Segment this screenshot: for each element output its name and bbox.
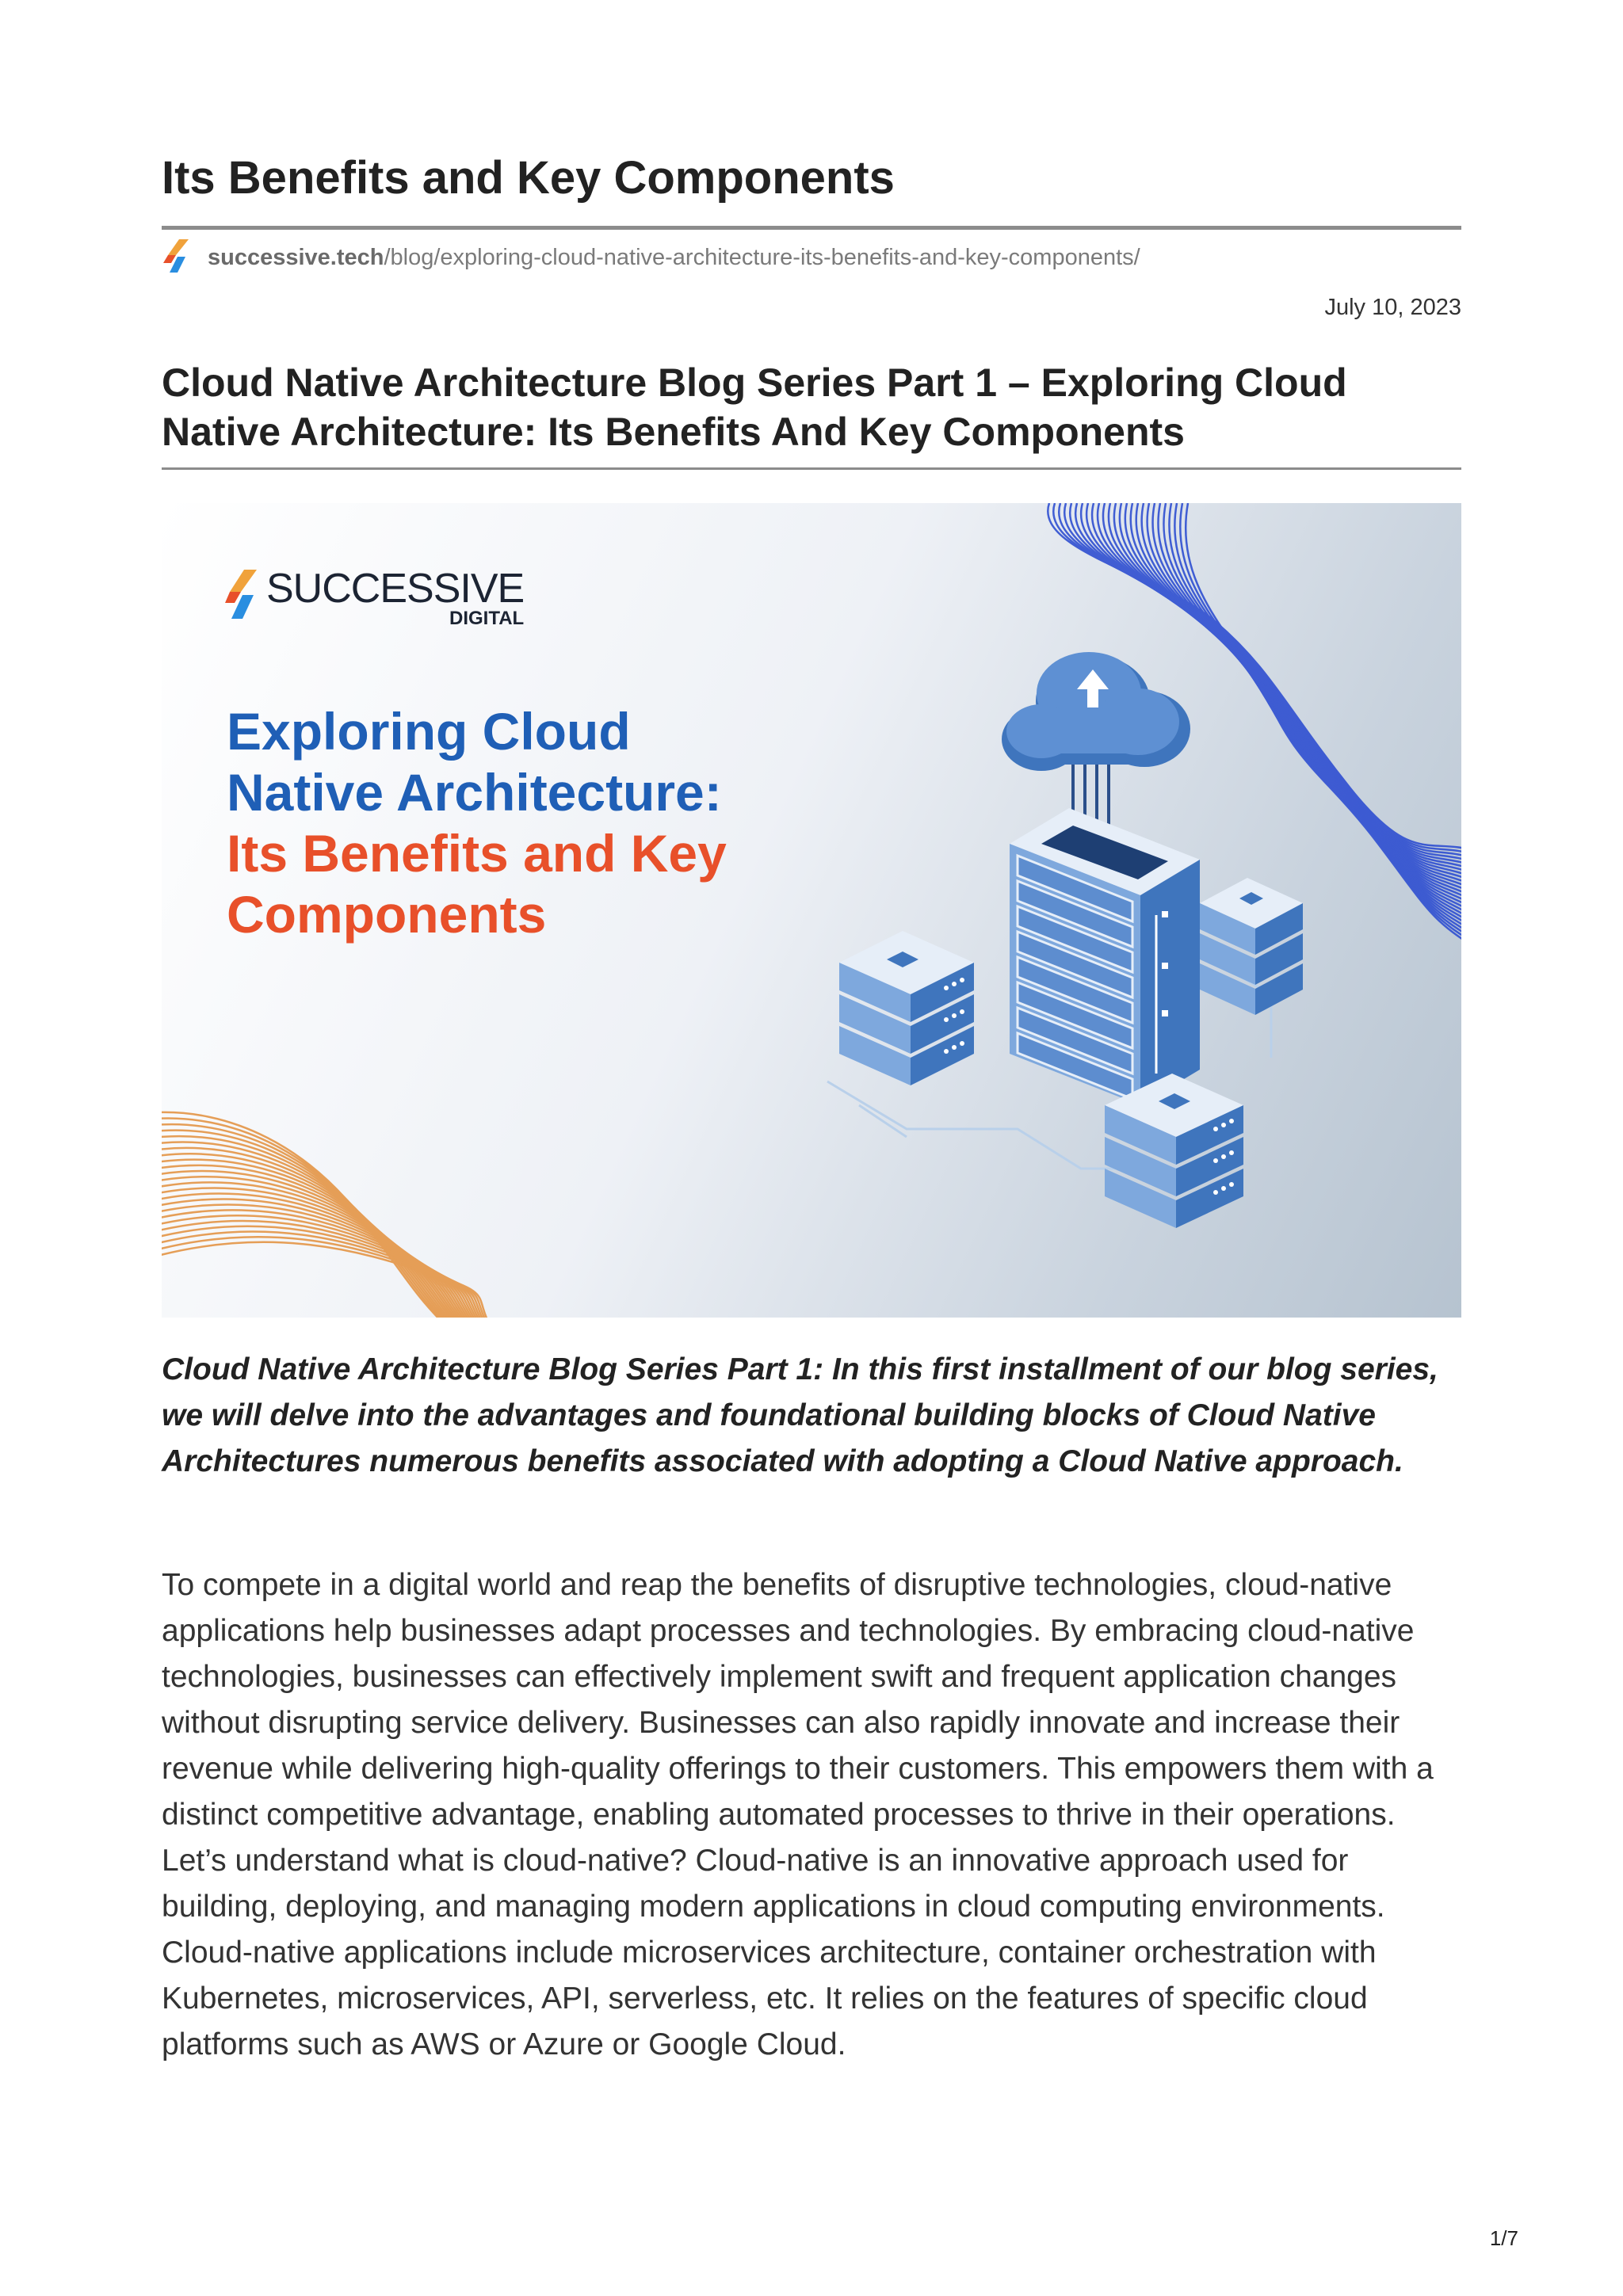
page-title: Its Benefits and Key Components	[162, 152, 895, 204]
page-number: 1/7	[1489, 2226, 1518, 2250]
article-title-divider	[162, 467, 1461, 470]
server-stack-icon	[839, 931, 974, 1085]
hero-brand-logo	[225, 568, 524, 630]
hero-heading-line: Native Architecture:	[227, 763, 722, 822]
brand-subtitle: DIGITAL	[449, 608, 525, 629]
cloud-icon	[1002, 652, 1190, 771]
hero-heading	[227, 701, 829, 945]
hero-heading-line: Its Benefits and Key	[227, 824, 727, 883]
wave-line	[162, 1131, 453, 1318]
article-body: To compete in a digital world and reap the benefits of disruptive technologies, cloud-native applications help businesses adapt processes and technologies. By embracing cloud-native technologies, businesses can effectively implement swift and frequent application changes without disrupting service delivery. Businesses can also rapidly innovate and increase their revenue while delivering high-quality offerings to their customers. This empowers them with a distinct competitive advantage, enabling automated processes to thrive in their operations. Let’s understand what is cloud-native? Cloud-native is an innovative approach used for building, deploying, and managing modern applications in cloud computing environments. Cloud-native applications include microservices architecture, container orchestration with Kubernetes, microservices, API, serverless, etc. It relies on the features of specific cloud platforms such as AWS or Azure or Google Cloud.	[162, 1568, 1434, 2061]
cloud-server-rack-illustration	[827, 652, 1303, 1228]
successive-logo-icon	[162, 238, 193, 277]
article-summary: Cloud Native Architecture Blog Series Part 1: In this first installment of our blog series, we will delve into the advantages and foundational building blocks of Cloud Native Architectures numerous benefits associated with adopting a Cloud Native approach.	[162, 1352, 1438, 1478]
brand-name: SUCCESSIVE	[266, 566, 525, 612]
source-url[interactable]	[208, 245, 1140, 271]
source-domain: successive.tech	[208, 244, 384, 270]
server-stack-icon	[1105, 1074, 1243, 1228]
source-link[interactable]	[162, 238, 1140, 277]
source-path: /blog/exploring-cloud-native-architecture-its-benefits-and-key-components/	[384, 244, 1140, 270]
server-tower-icon	[1010, 808, 1200, 1105]
hero-heading-line: Exploring Cloud	[227, 702, 631, 761]
article-title: Cloud Native Architecture Blog Series Part 1 – Exploring Cloud Native Architecture: Its Benefits And Key Components	[162, 360, 1347, 454]
orange-wave-pattern	[162, 1112, 491, 1318]
hero-heading-line: Components	[227, 885, 547, 944]
server-stack-icon	[1200, 878, 1303, 1015]
title-divider	[162, 226, 1461, 230]
publish-date: July 10, 2023	[1324, 295, 1461, 320]
hero-banner	[162, 503, 1461, 1318]
successive-logo-icon	[225, 568, 260, 625]
